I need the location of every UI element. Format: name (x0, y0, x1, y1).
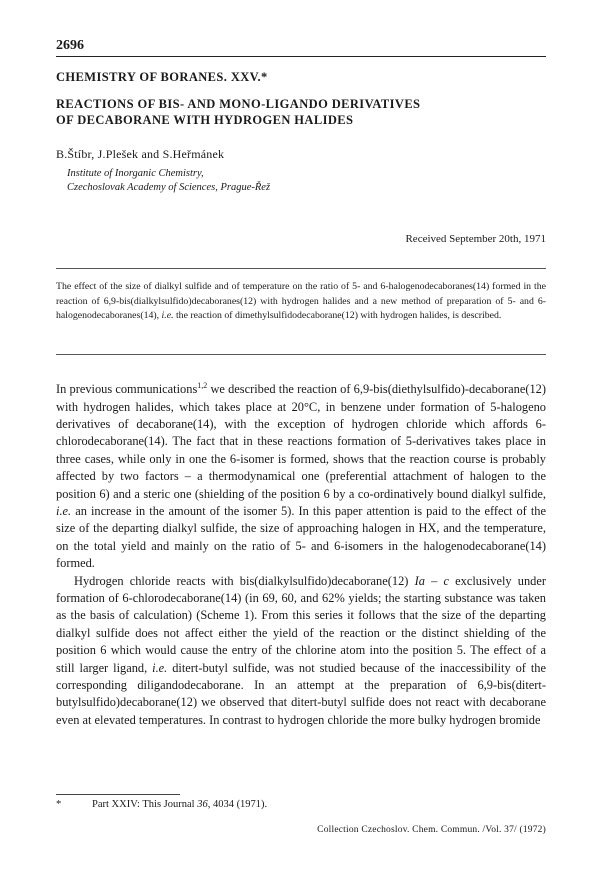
article-title-line-1: REACTIONS OF BIS- AND MONO-LIGANDO DERIVATIVES (56, 97, 421, 111)
received-date: Received September 20th, 1971 (405, 233, 546, 245)
series-title: CHEMISTRY OF BORANES. XXV.* (56, 70, 268, 84)
reference-superscript: 1,2 (197, 381, 208, 390)
compound-reference: Ia – c (414, 573, 449, 588)
paragraph-2 (56, 573, 546, 730)
abstract-rule-bottom (56, 354, 546, 355)
footnote-text-b: , 4034 (1971). (207, 799, 268, 810)
page-number: 2696 (56, 38, 84, 53)
affiliation-academy: Czechoslovak Academy of Sciences, Prague-Řež (67, 182, 271, 193)
article-title-line-2: OF DECABORANE WITH HYDROGEN HALIDES (56, 113, 354, 127)
footnote (56, 799, 267, 810)
footnote-mark: * (56, 799, 62, 810)
header-rule (56, 56, 546, 57)
paragraph-1-text-c: an increase in the amount of the isomer 5). In this paper attention is paid to the effect of the size of the departing dialkyl sulfide, the size of approaching halogen in HX, and the temperature, on the total yield and mainly on the ratio of 5- and 6-isomers in the halogenodecaborane(14) formed. (56, 503, 546, 571)
abstract-text-1: The effect of the size of dialkyl sulfide and of temperature on the ratio of 5- and 6-halogenodecaboranes(14) formed in the reaction of 6,9-bis(dialkylsulfido)decaboranes(12) with hydrogen halides and a new method of preparation of 5- and 6-halogenodecaboranes(14), (56, 281, 546, 322)
footnote-volume: 36 (197, 799, 208, 810)
paragraph-1-text-a: In previous communications (56, 382, 198, 397)
paragraph-2-text-b: exclusively under formation of 6-chlorodecaborane(14) (in 69, 60, and 62% yields; the starting substance was taken as the basis of calculation) (Scheme 1). From this series it follows that the size of the departing dialkyl sulfide does not affect either the yield of the reaction or the distinct shielding of the position 6 which would cause the entry of the chlorine atom into the position 5. The effect of a still larger ligand, (56, 573, 546, 675)
affiliation-institute: Institute of Inorganic Chemistry, (67, 168, 204, 179)
abstract-text-2: the reaction of dimethylsulfidodecaborane(12) with hydrogen halides, is described. (173, 310, 502, 322)
paragraph-2-text-c: ditert-butyl sulfide, was not studied because of the inaccessibility of the corresponding diligandodecaborane. In an attempt at the preparation of 6,9-bis(ditert-butylsulfido)decaborane(12) we observed that ditert-butyl sulfide does not react with decaborane even at elevated temperatures. In contrast to hydrogen chloride the more bulky hydrogen bromide (56, 660, 546, 727)
body-text (56, 377, 546, 729)
affiliation (67, 167, 270, 195)
journal-citation-footer: Collection Czechoslov. Chem. Commun. /Vol. 37/ (1972) (317, 825, 546, 835)
paragraph-2-text-a: Hydrogen chloride reacts with bis(dialkylsulfido)decaborane(12) (74, 573, 415, 588)
footnote-rule (56, 794, 180, 795)
abstract (56, 280, 546, 324)
paragraph-1 (56, 377, 546, 573)
footnote-text-a: Part XXIV: This Journal (92, 799, 198, 810)
article-title (56, 96, 546, 128)
paragraph-1-ie: i.e. (56, 503, 72, 518)
paragraph-2-ie: i.e. (152, 660, 168, 675)
author-list: B.Štíbr, J.Plešek and S.Heřmánek (56, 147, 225, 161)
abstract-rule-top (56, 268, 546, 269)
paragraph-1-text-b: we described the reaction of 6,9-bis(diethylsulfido)-decaborane(12) with hydrogen halides, which takes place at 20°C, in benzene under formation of 5-halogeno derivatives of decaborane(14), with the exception of hydrogen chloride which affords 6-chlorodecaborane(14). The fact that in these reactions formation of 5-derivatives takes place in three cases, while only in one the 6-isomer is formed, shows that the reaction course is probably affected by two factors – a thermodynamical one (preferential attachment of halogen to the position 6) and a steric one (shielding of the position 6 by a co-ordinatively bound dialkyl sulfide, (56, 382, 546, 501)
abstract-ie: i.e. (161, 310, 174, 322)
